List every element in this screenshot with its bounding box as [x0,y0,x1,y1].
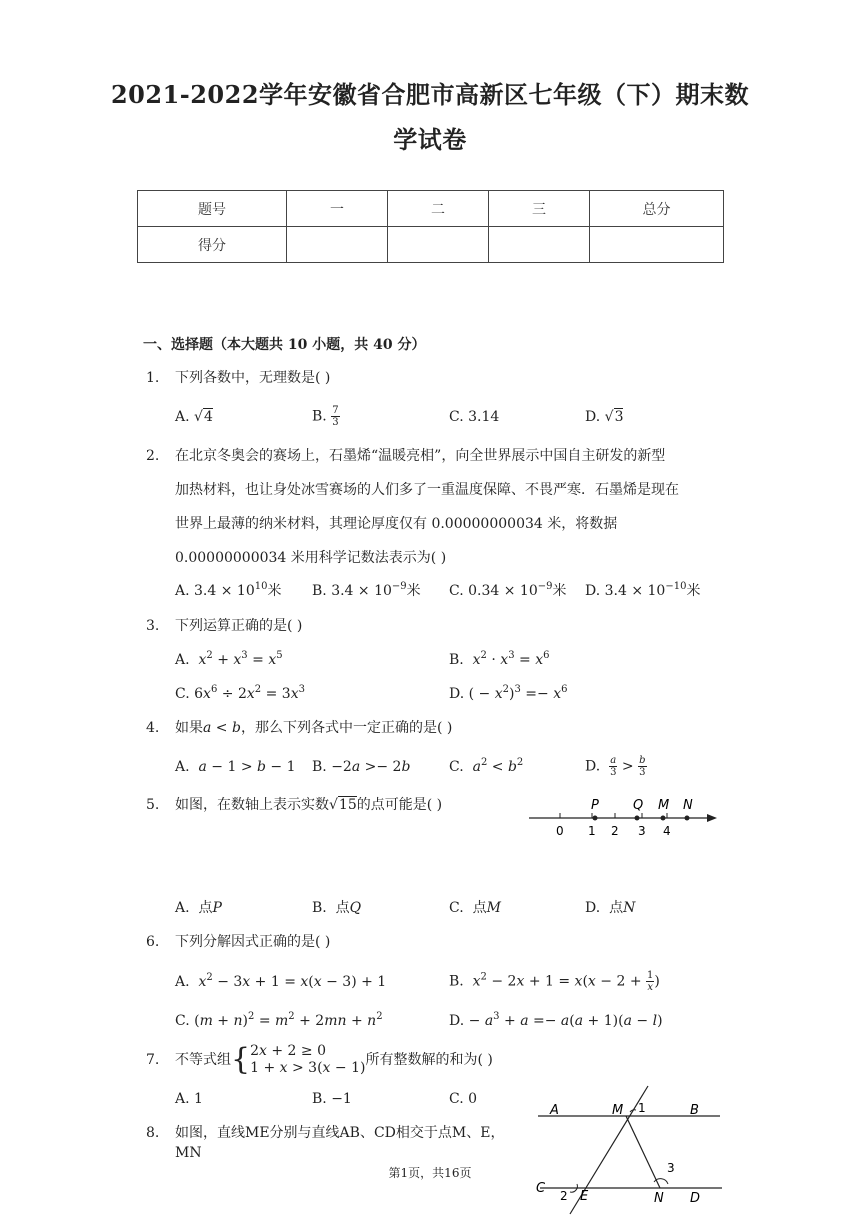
question-number: 2. [146,448,160,464]
score-cell [489,227,590,263]
option-a: A. $3.4 \times 10^{10}$米 [175,581,282,599]
point-label: N [683,798,693,813]
figure-label: 1 [638,1101,646,1115]
figure-label: A [550,1103,559,1118]
option-a: A. $x^2 - 3x + 1 = x(x - 3) + 1$ [175,972,387,990]
tick-label: 4 [663,824,671,838]
score-cell: 题号 [138,191,287,227]
option-d: D. $3.4 \times 10^{-10}$米 [585,581,701,599]
option-b: B. $3.4 \times 10^{-9}$米 [312,581,421,599]
page-footer: 第1页，共16页 [388,1166,472,1180]
score-table [137,190,724,263]
question-number: 6. [146,934,160,950]
option-a: A. a − 1 > b − 1 [175,759,296,775]
option-a: A. √4 [175,409,213,425]
figure-label: 3 [667,1161,675,1175]
option-c: C. $6x^6 \div 2x^2 = 3x^3$ [175,684,305,702]
question-text: 如图，在数轴上表示实数√15的点可能是( ) [175,797,443,813]
question-text: 下列分解因式正确的是( ) [175,934,331,950]
tick-label: 2 [611,824,619,838]
score-cell [287,227,388,263]
option-c: C. $(m + n)^2 = m^2 + 2mn + n^2$ [175,1011,383,1029]
tick-label: 3 [638,824,646,838]
figure-label: 2 [560,1189,568,1203]
question-text-line: 在北京冬奥会的赛场上，石墨烯“温暖亮相”，向全世界展示中国自主研发的新型 [175,448,666,464]
option-a: A. 点P [175,900,222,916]
point-label: M [658,798,670,813]
figure-label: B [690,1103,699,1118]
option-c: C. $0.34 \times 10^{-9}$米 [449,581,567,599]
option-d: D. √3 [585,409,624,425]
option-b: B. 点Q [312,900,362,916]
tick-label: 1 [588,824,596,838]
question-number: 5. [146,797,160,813]
question-number: 1. [146,370,160,386]
score-cell [590,227,724,263]
question-text: 如果a < b，那么下列各式中一定正确的是( ) [175,720,453,736]
point-label: P [591,798,599,813]
option-b: B. $\frac{7}{3}$ [312,405,339,428]
question-text: 下列运算正确的是( ) [175,618,303,634]
option-c: C. $a^2 < b^2$ [449,757,524,775]
question-text: 不等式组{ 2x + 2 ≥ 0 1 + x > 3(x − 1) 所有整数解的和为( ) [175,1042,493,1078]
tick-label: 0 [556,824,564,838]
exam-title-line1: 2021-2022学年安徽省合肥市高新区七年级（下）期末数 [110,80,750,109]
option-d: D. 点N [585,900,636,916]
option-b: B. −1 [312,1091,352,1107]
score-table-header-row [138,191,724,227]
parallel-lines-figure [530,1080,730,1216]
score-cell: 三 [489,191,590,227]
option-d: D. ( − $x^2)^3 =- x^6$ [449,684,568,702]
figure-label: D [690,1191,701,1206]
question-text: 下列各数中，无理数是( ) [175,370,331,386]
question-number: 4. [146,720,160,736]
option-b: B. −2a >− 2b [312,759,411,775]
figure-label: C [536,1181,546,1196]
figure-label: N [654,1191,664,1206]
question-number: 8. [146,1125,160,1141]
inequality-system: { [231,1042,251,1078]
figure-label: E [580,1189,589,1204]
question-text-line: 世界上最薄的纳米材料，其理论厚度仅有 0.00000000034 米，将数据 [175,516,618,532]
section-heading: 一、选择题（本大题共 10 小题，共 40 分） [143,337,426,353]
option-a: A. 1 [175,1091,203,1107]
option-d: D. $\frac{a}{3}$ > $\frac{b}{3}$ [585,755,646,778]
score-cell: 得分 [138,227,287,263]
option-c: C. 0 [449,1091,478,1107]
score-cell: 总分 [590,191,724,227]
number-line-figure [525,793,720,841]
question-number: 7. [146,1052,160,1068]
option-b: B. $x^2 - 2x + 1 = x(x - 2$ + $\frac{1}{x}$ ) [449,970,660,993]
question-text-line: 加热材料，也让身处冰雪赛场的人们多了一重温度保障、不畏严寒．石墨烯是现在 [175,482,679,498]
option-d: D. − $a^3 + a =- a(a + 1)(a - l)$ [449,1011,663,1029]
question-number: 3. [146,618,160,634]
question-text: 如图，直线ME分别与直线AB、CD相交于点M、E，MN [175,1125,505,1161]
option-b: B. $x^2 \cdot x^3 = x^6$ [449,650,550,668]
figure-label: M [612,1103,624,1118]
question-text-line: 0.00000000034 米用科学记数法表示为( ) [175,550,447,566]
option-c: C. 点M [449,900,501,916]
score-cell: 二 [388,191,489,227]
exam-title-line2: 学试卷 [393,125,467,154]
score-cell: 一 [287,191,388,227]
score-cell [388,227,489,263]
option-c: C. 3.14 [449,409,500,425]
score-table-score-row [138,227,724,263]
option-a: A. $x^2 + x^3 = x^5$ [175,650,283,668]
point-label: Q [633,798,644,813]
